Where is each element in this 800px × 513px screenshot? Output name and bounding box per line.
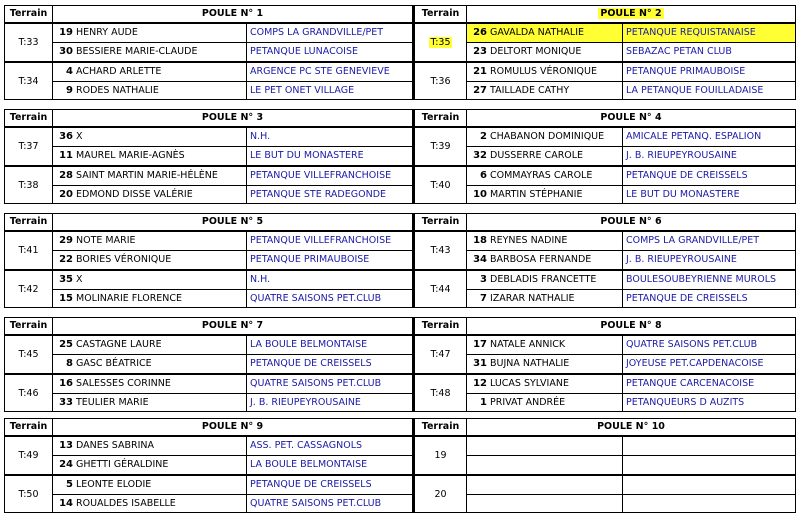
terrain-group — [415, 375, 795, 412]
terrain-header: Terrain — [415, 318, 467, 334]
pool-pair — [4, 109, 796, 204]
player-name: MARTIN STÉPHANIE — [489, 186, 623, 204]
club-name: AMICALE PETANQ. ESPALION — [626, 131, 762, 142]
terrain-header: Terrain — [5, 110, 53, 126]
seed-number: 9 — [66, 85, 73, 96]
player-row — [53, 186, 412, 204]
club-name: PETANQUE DE CREISSELS — [250, 479, 372, 490]
terrain-group — [415, 232, 795, 271]
terrain-number: T:40 — [430, 180, 451, 191]
player-name — [489, 456, 623, 474]
player-row — [53, 456, 412, 474]
seed-number: 21 — [473, 66, 487, 77]
club-name — [623, 495, 795, 513]
seed-number: 7 — [480, 293, 487, 304]
terrain-cell — [5, 24, 53, 61]
player-name: MOLINARIE FLORENCE — [75, 290, 247, 308]
player-name: DUSSERRE CAROLE — [489, 147, 623, 165]
terrain-cell — [415, 271, 467, 308]
terrain-group — [5, 232, 412, 271]
club-name: QUATRE SAISONS PET.CLUB — [250, 378, 382, 389]
player-row — [467, 43, 795, 61]
pool-title-text: POULE N° 2 — [600, 8, 662, 19]
club-name: PETANQUE VILLEFRANCHOISE — [250, 235, 392, 246]
terrain-header: Terrain — [5, 214, 53, 230]
pool-table — [4, 109, 413, 204]
terrain-group — [5, 271, 412, 308]
seed-number: 1 — [480, 397, 487, 408]
player-name — [489, 495, 623, 513]
seed-number: 24 — [59, 459, 73, 470]
seed-number — [467, 476, 489, 494]
player-row — [467, 271, 795, 290]
terrain-cell — [415, 336, 467, 373]
player-name: HENRY AUDE — [75, 24, 247, 42]
player-row — [467, 290, 795, 308]
pool-table — [4, 317, 413, 412]
seed-number: 2 — [480, 131, 487, 142]
player-name: BARBOSA FERNANDE — [489, 251, 623, 269]
terrain-group — [415, 167, 795, 204]
pool-title-text: POULE N° 5 — [201, 216, 264, 227]
club-name: PETANQUE LUNACOISE — [250, 46, 359, 57]
seed-number: 22 — [59, 254, 73, 265]
player-row — [53, 43, 412, 61]
terrain-group — [5, 336, 412, 375]
pool-pair — [4, 5, 796, 100]
terrain-number: T:33 — [18, 37, 39, 48]
seed-number: 34 — [473, 254, 487, 265]
club-name: PETANQUE DE CREISSELS — [626, 170, 748, 181]
seed-number: 29 — [59, 235, 73, 246]
terrain-cell — [5, 232, 53, 269]
player-row — [467, 495, 795, 513]
pool-table — [4, 5, 413, 100]
seed-number: 30 — [59, 46, 73, 57]
terrain-group — [415, 128, 795, 167]
terrain-cell — [5, 437, 53, 474]
terrain-header: Terrain — [415, 419, 467, 435]
player-name: DELTORT MONIQUE — [489, 43, 623, 61]
terrain-cell — [5, 336, 53, 373]
club-name: PETANQUE PRIMAUBOISE — [626, 66, 746, 77]
pool-title — [467, 110, 795, 126]
player-row — [53, 355, 412, 373]
club-name — [623, 437, 795, 455]
terrain-group — [415, 24, 795, 63]
club-name: N.H. — [250, 274, 271, 285]
seed-number: 28 — [59, 170, 73, 181]
club-name: PETANQUE DE CREISSELS — [250, 358, 372, 369]
player-name: GASC BÉATRICE — [75, 355, 247, 373]
seed-number — [467, 495, 489, 513]
pool-header — [5, 6, 412, 24]
pool-title — [467, 214, 795, 230]
player-row — [53, 24, 412, 43]
terrain-number: T:46 — [18, 388, 39, 399]
terrain-number: T:38 — [18, 180, 39, 191]
club-name: ASS. PET. CASSAGNOLS — [250, 440, 363, 451]
seed-number: 35 — [59, 274, 73, 285]
seed-number: 20 — [59, 189, 73, 200]
terrain-cell — [5, 167, 53, 204]
player-name: TAILLADE CATHY — [489, 82, 623, 100]
club-name: BOULESOUBEYRIENNE MUROLS — [626, 274, 777, 285]
pool-header — [415, 6, 795, 24]
pool-title — [53, 419, 412, 435]
terrain-number: T:37 — [18, 141, 39, 152]
player-name — [489, 437, 623, 455]
player-row — [467, 375, 795, 394]
player-name: X — [75, 128, 247, 146]
pool-pair — [4, 317, 796, 412]
pool-header — [5, 419, 412, 437]
club-name: JOYEUSE PET.CAPDENACOISE — [626, 358, 764, 369]
club-name: ARGENCE PC STE GENEVIEVE — [250, 66, 390, 77]
club-name: PETANQUE CARCENACOISE — [626, 378, 755, 389]
terrain-cell — [415, 167, 467, 204]
seed-number: 13 — [59, 440, 73, 451]
player-name: GAVALDA NATHALIE — [489, 24, 623, 42]
terrain-number: T:42 — [18, 284, 39, 295]
player-name: DEBLADIS FRANCETTE — [489, 271, 623, 289]
terrain-number: 20 — [434, 489, 447, 500]
player-name: BUJNA NATHALIE — [489, 355, 623, 373]
pool-title — [467, 6, 795, 22]
player-name: ACHARD ARLETTE — [75, 63, 247, 81]
terrain-cell — [5, 271, 53, 308]
player-row — [467, 24, 795, 43]
terrain-cell — [5, 375, 53, 412]
seed-number: 32 — [473, 150, 487, 161]
seed-number: 5 — [66, 479, 73, 490]
club-name: J. B. RIEUPEYROUSAINE — [626, 150, 737, 161]
terrain-group — [5, 476, 412, 513]
player-name — [489, 476, 623, 494]
player-row — [53, 375, 412, 394]
seed-number: 26 — [467, 24, 489, 42]
player-name: CASTAGNE LAURE — [75, 336, 247, 354]
player-row — [53, 251, 412, 269]
player-row — [53, 476, 412, 495]
seed-number: 3 — [480, 274, 487, 285]
seed-number: 31 — [473, 358, 487, 369]
terrain-group — [5, 167, 412, 204]
pool-title — [53, 214, 412, 230]
player-row — [467, 128, 795, 147]
pool-title-text: POULE N° 4 — [600, 112, 662, 123]
terrain-number: T:34 — [18, 76, 39, 87]
terrain-cell — [415, 63, 467, 100]
pool-title — [467, 419, 795, 435]
player-name: BESSIERE MARIE-CLAUDE — [75, 43, 247, 61]
player-name: DANES SABRINA — [75, 437, 247, 455]
terrain-number: T:43 — [430, 245, 451, 256]
club-name — [623, 456, 795, 474]
player-name: LUCAS SYLVIANE — [489, 375, 623, 393]
pool-header — [5, 318, 412, 336]
pool-pair — [4, 418, 796, 513]
club-name: PETANQUE VILLEFRANCHOISE — [250, 170, 392, 181]
seed-number: 19 — [59, 27, 73, 38]
club-name: PETANQUE DE CREISSELS — [626, 293, 748, 304]
terrain-header: Terrain — [415, 6, 467, 22]
seed-number: 10 — [473, 189, 487, 200]
club-name: J. B. RIEUPEYROUSAINE — [250, 397, 361, 408]
seed-number: 12 — [473, 378, 487, 389]
terrain-group — [415, 476, 795, 513]
player-row — [53, 290, 412, 308]
club-name: LA BOULE BELMONTAISE — [250, 339, 368, 350]
player-name: X — [75, 271, 247, 289]
pool-title — [53, 110, 412, 126]
terrain-number: T:44 — [430, 284, 451, 295]
player-name: ROUALDES ISABELLE — [75, 495, 247, 513]
player-name: ROMULUS VÉRONIQUE — [489, 63, 623, 81]
club-name: PETANQUE REQUISTANAISE — [623, 24, 795, 42]
player-row — [467, 437, 795, 456]
seed-number: 16 — [59, 378, 73, 389]
pool-table — [413, 109, 796, 204]
club-name: COMPS LA GRANDVILLE/PET — [250, 27, 384, 38]
pool-table — [413, 5, 796, 100]
pool-header — [5, 110, 412, 128]
player-name: NATALE ANNICK — [489, 336, 623, 354]
pool-pair — [4, 213, 796, 308]
seed-number: 15 — [59, 293, 73, 304]
club-name: J. B. RIEUPEYROUSAINE — [626, 254, 737, 265]
terrain-number: T:50 — [18, 489, 39, 500]
player-row — [467, 147, 795, 165]
club-name: LA PETANQUE FOUILLADAISE — [626, 85, 764, 96]
player-name: PRIVAT ANDRÉE — [489, 394, 623, 412]
player-row — [467, 232, 795, 251]
player-row — [53, 82, 412, 100]
terrain-group — [5, 63, 412, 100]
terrain-group — [5, 437, 412, 476]
player-name: TEULIER MARIE — [75, 394, 247, 412]
terrain-group — [415, 437, 795, 476]
player-row — [467, 251, 795, 269]
seed-number: 4 — [66, 66, 73, 77]
player-name: LEONTE ELODIE — [75, 476, 247, 494]
terrain-group — [5, 24, 412, 63]
pool-title-text: POULE N° 9 — [201, 421, 264, 432]
seed-number: 18 — [473, 235, 487, 246]
terrain-group — [5, 375, 412, 412]
terrain-header: Terrain — [415, 110, 467, 126]
player-row — [467, 456, 795, 474]
terrain-number: T:35 — [430, 37, 451, 48]
terrain-cell — [415, 24, 467, 61]
terrain-group — [415, 271, 795, 308]
terrain-number: T:47 — [430, 349, 451, 360]
seed-number: 14 — [59, 498, 73, 509]
terrain-cell — [5, 128, 53, 165]
terrain-header: Terrain — [5, 6, 53, 22]
player-name: REYNES NADINE — [489, 232, 623, 250]
player-row — [53, 147, 412, 165]
seed-number: 23 — [473, 46, 487, 57]
club-name: LE PET ONET VILLAGE — [250, 85, 355, 96]
club-name: N.H. — [250, 131, 271, 142]
club-name: LE BUT DU MONASTERE — [250, 150, 364, 161]
club-name: PETANQUE STE RADEGONDE — [250, 189, 387, 200]
pool-table — [413, 213, 796, 308]
player-row — [53, 232, 412, 251]
pool-header — [5, 214, 412, 232]
pool-title-text: POULE N° 6 — [600, 216, 662, 227]
pool-header — [415, 318, 795, 336]
terrain-group — [415, 336, 795, 375]
player-name: SALESSES CORINNE — [75, 375, 247, 393]
player-row — [53, 128, 412, 147]
terrain-number: T:45 — [18, 349, 39, 360]
terrain-cell — [415, 375, 467, 412]
seed-number: 8 — [66, 358, 73, 369]
club-name: LA BOULE BELMONTAISE — [250, 459, 368, 470]
pool-title-text: POULE N° 8 — [600, 320, 662, 331]
club-name: PETANQUE PRIMAUBOISE — [250, 254, 370, 265]
pool-header — [415, 214, 795, 232]
terrain-number: T:36 — [430, 76, 451, 87]
terrain-cell — [5, 63, 53, 100]
terrain-cell — [415, 437, 467, 474]
terrain-number: T:49 — [18, 450, 39, 461]
seed-number — [467, 437, 489, 455]
terrain-header: Terrain — [5, 318, 53, 334]
pool-title-text: POULE N° 10 — [597, 421, 665, 432]
terrain-cell — [415, 232, 467, 269]
pool-table — [4, 418, 413, 513]
seed-number: 11 — [59, 150, 73, 161]
seed-number: 27 — [473, 85, 487, 96]
player-row — [53, 437, 412, 456]
pool-title — [53, 6, 412, 22]
club-name: QUATRE SAISONS PET.CLUB — [626, 339, 758, 350]
terrain-number: T:39 — [430, 141, 451, 152]
terrain-number: T:41 — [18, 245, 39, 256]
player-row — [467, 167, 795, 186]
player-row — [53, 495, 412, 513]
pool-title-text: POULE N° 7 — [201, 320, 264, 331]
player-name: EDMOND DISSE VALÉRIE — [75, 186, 247, 204]
terrain-header: Terrain — [5, 419, 53, 435]
player-name: CHABANON DOMINIQUE — [489, 128, 623, 146]
terrain-cell — [415, 128, 467, 165]
player-row — [53, 271, 412, 290]
player-name: GHETTI GÉRALDINE — [75, 456, 247, 474]
player-row — [467, 394, 795, 412]
pool-title — [53, 318, 412, 334]
club-name: QUATRE SAISONS PET.CLUB — [250, 293, 382, 304]
terrain-group — [5, 128, 412, 167]
terrain-group — [415, 63, 795, 100]
player-name: RODES NATHALIE — [75, 82, 247, 100]
player-row — [53, 167, 412, 186]
pool-title-text: POULE N° 3 — [201, 112, 264, 123]
terrain-number: T:48 — [430, 388, 451, 399]
player-row — [467, 82, 795, 100]
player-row — [467, 355, 795, 373]
seed-number: 6 — [480, 170, 487, 181]
pool-table — [413, 317, 796, 412]
player-name: NOTE MARIE — [75, 232, 247, 250]
player-row — [467, 186, 795, 204]
pool-header — [415, 110, 795, 128]
club-name: PETANQUEURS D AUZITS — [626, 397, 745, 408]
club-name: QUATRE SAISONS PET.CLUB — [250, 498, 382, 509]
seed-number: 25 — [59, 339, 73, 350]
player-name: IZARAR NATHALIE — [489, 290, 623, 308]
player-row — [53, 336, 412, 355]
player-row — [53, 63, 412, 82]
seed-number: 17 — [473, 339, 487, 350]
player-name: MAUREL MARIE-AGNÈS — [75, 147, 247, 165]
terrain-cell — [415, 476, 467, 513]
terrain-number: 19 — [434, 450, 447, 461]
pool-title-text: POULE N° 1 — [201, 8, 264, 19]
pool-header — [415, 419, 795, 437]
seed-number: 33 — [59, 397, 73, 408]
club-name: SEBAZAC PETAN CLUB — [626, 46, 732, 57]
pool-table — [413, 418, 796, 513]
seed-number — [467, 456, 489, 474]
player-name: SAINT MARTIN MARIE-HÉLÈNE — [75, 167, 247, 185]
terrain-header: Terrain — [415, 214, 467, 230]
player-row — [467, 336, 795, 355]
terrain-cell — [5, 476, 53, 513]
seed-number: 36 — [59, 131, 73, 142]
player-row — [467, 63, 795, 82]
club-name — [623, 476, 795, 494]
pool-title — [467, 318, 795, 334]
pool-table — [4, 213, 413, 308]
club-name: LE BUT DU MONASTERE — [626, 189, 740, 200]
player-row — [467, 476, 795, 495]
player-name: COMMAYRAS CAROLE — [489, 167, 623, 185]
club-name: COMPS LA GRANDVILLE/PET — [626, 235, 760, 246]
player-row — [53, 394, 412, 412]
player-name: BORIES VÉRONIQUE — [75, 251, 247, 269]
